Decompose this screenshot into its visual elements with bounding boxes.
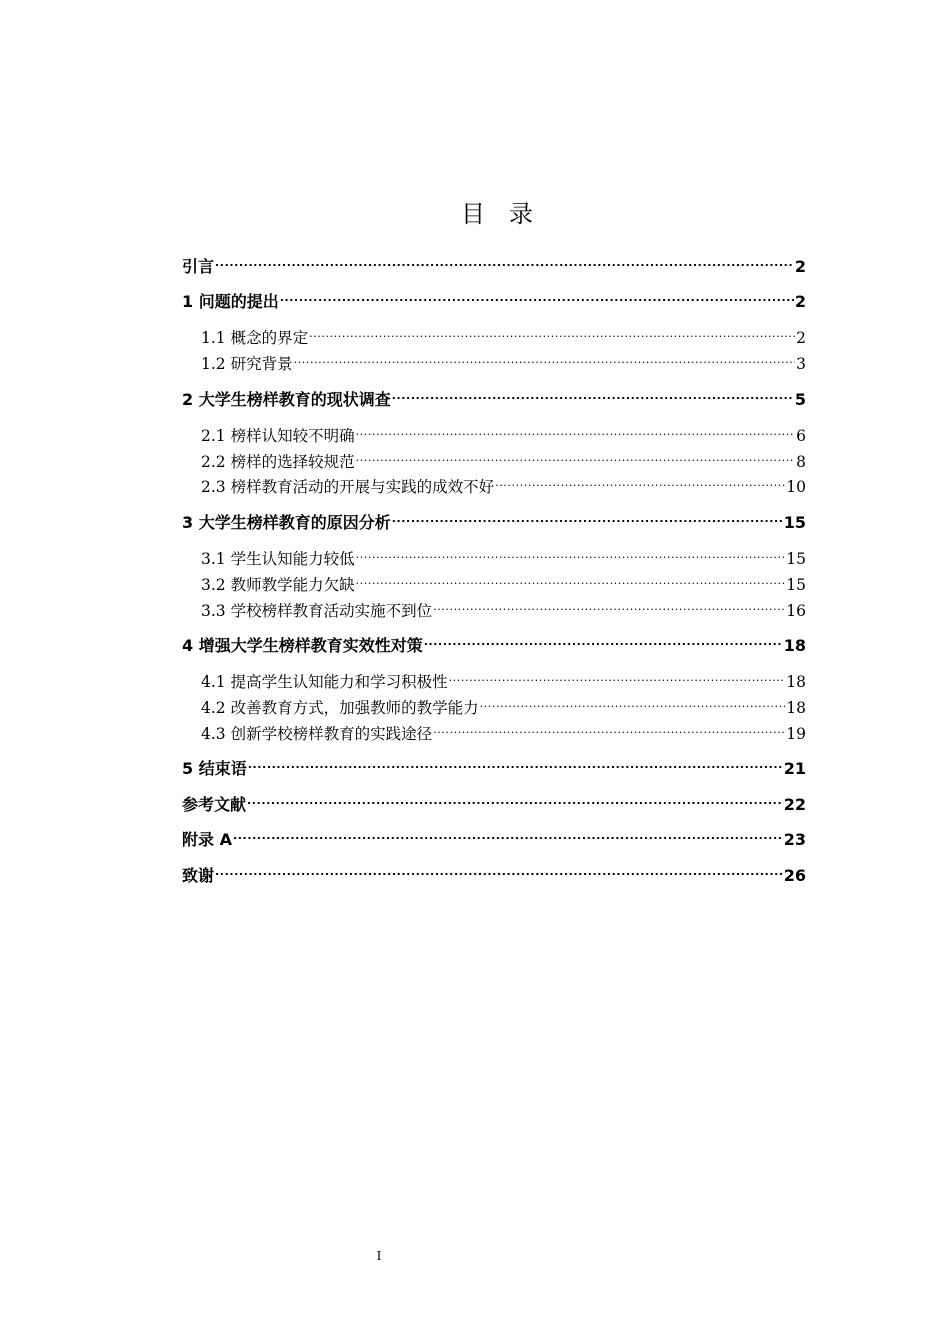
toc-entry-label: 2.3 榜样教育活动的开展与实践的成效不好 xyxy=(201,478,495,496)
dot-leader xyxy=(356,570,786,590)
dot-leader xyxy=(215,861,783,881)
toc-entry-page: 22 xyxy=(783,795,806,814)
dot-leader xyxy=(495,472,785,492)
toc-entry-label: 3.1 学生认知能力较低 xyxy=(201,550,355,568)
toc-entry-page: 23 xyxy=(783,830,806,849)
dot-leader xyxy=(480,693,786,713)
toc-entry-page: 2 xyxy=(794,257,806,276)
dot-leader xyxy=(392,508,783,528)
toc-entry-label: 1.2 研究背景 xyxy=(201,355,293,373)
toc-entry-section-1-1[interactable] xyxy=(201,323,806,348)
toc-entry-acknowledgements[interactable] xyxy=(182,861,806,886)
dot-leader xyxy=(449,667,786,687)
dot-leader xyxy=(309,323,795,343)
dot-leader xyxy=(294,349,796,369)
toc-entry-page: 10 xyxy=(786,478,806,496)
toc-title xyxy=(0,198,950,230)
toc-entry-page: 15 xyxy=(783,513,806,532)
toc-entry-page: 3 xyxy=(796,355,806,373)
toc-entry-chapter-4[interactable] xyxy=(182,631,806,656)
toc-entry-page: 6 xyxy=(796,427,806,445)
toc-entry-page: 15 xyxy=(786,550,806,568)
toc-entry-page: 5 xyxy=(794,390,806,409)
dot-leader xyxy=(433,719,785,739)
toc-entry-section-4-2[interactable] xyxy=(201,693,806,718)
toc-entry-label: 4.3 创新学校榜样教育的实践途径 xyxy=(201,725,433,743)
toc-entry-section-3-2[interactable] xyxy=(201,570,806,595)
toc-entry-label: 致谢 xyxy=(182,866,215,885)
toc-entry-introduction[interactable] xyxy=(182,252,806,277)
toc-entry-page: 2 xyxy=(794,292,806,311)
dot-leader xyxy=(424,631,783,651)
toc-entry-page: 16 xyxy=(786,602,806,620)
toc-entry-section-2-1[interactable] xyxy=(201,421,806,446)
toc-entry-section-3-3[interactable] xyxy=(201,596,806,621)
toc-entry-section-1-2[interactable] xyxy=(201,349,806,374)
toc-entry-section-2-2[interactable] xyxy=(201,447,806,472)
toc-entry-references[interactable] xyxy=(182,790,806,815)
dot-leader xyxy=(215,252,794,272)
dot-leader xyxy=(356,544,786,564)
toc-entry-label: 附录 A xyxy=(182,830,232,849)
dot-leader xyxy=(356,421,796,441)
toc-entry-chapter-3[interactable] xyxy=(182,508,806,533)
dot-leader xyxy=(433,596,785,616)
toc-entry-page: 19 xyxy=(786,725,806,743)
toc-entry-label: 5 结束语 xyxy=(182,759,247,778)
dot-leader xyxy=(248,754,783,774)
toc-entry-chapter-1[interactable] xyxy=(182,287,806,312)
toc-entry-label: 3.3 学校榜样教育活动实施不到位 xyxy=(201,602,433,620)
toc-entry-section-2-3[interactable] xyxy=(201,472,806,497)
dot-leader xyxy=(233,825,783,845)
toc-entry-page: 8 xyxy=(796,453,806,471)
toc-title-char-2: 录 xyxy=(509,200,539,228)
toc-entry-label: 4.1 提高学生认知能力和学习积极性 xyxy=(201,673,448,691)
toc-entry-section-4-1[interactable] xyxy=(201,667,806,692)
toc-entry-label: 引言 xyxy=(182,257,215,276)
toc-entry-section-4-3[interactable] xyxy=(201,719,806,744)
toc-entry-label: 2.2 榜样的选择较规范 xyxy=(201,453,355,471)
dot-leader xyxy=(280,287,794,307)
toc-entry-label: 参考文献 xyxy=(182,795,247,814)
toc-entry-label: 2 大学生榜样教育的现状调查 xyxy=(182,390,391,409)
toc-entry-label: 4.2 改善教育方式，加强教师的教学能力 xyxy=(201,699,479,717)
toc-entry-page: 18 xyxy=(786,699,806,717)
toc-entry-appendix-a[interactable] xyxy=(182,825,806,850)
toc-entry-label: 1.1 概念的界定 xyxy=(201,329,309,347)
toc-entry-page: 2 xyxy=(796,329,806,347)
toc-entry-label: 3 大学生榜样教育的原因分析 xyxy=(182,513,391,532)
toc-entry-label: 4 增强大学生榜样教育实效性对策 xyxy=(182,636,423,655)
toc-entry-page: 18 xyxy=(786,673,806,691)
toc-entry-chapter-2[interactable] xyxy=(182,385,806,410)
dot-leader xyxy=(356,447,796,467)
toc-entry-page: 18 xyxy=(783,636,806,655)
toc-title-char-1: 目 xyxy=(461,200,491,228)
page-number-footer: I xyxy=(376,1249,382,1263)
toc-entry-page: 15 xyxy=(786,576,806,594)
toc-entry-page: 26 xyxy=(783,866,806,885)
dot-leader xyxy=(247,790,783,810)
toc-entry-section-3-1[interactable] xyxy=(201,544,806,569)
toc-entry-label: 2.1 榜样认知较不明确 xyxy=(201,427,355,445)
toc-entry-label: 1 问题的提出 xyxy=(182,292,279,311)
toc-entry-page: 21 xyxy=(783,759,806,778)
dot-leader xyxy=(392,385,794,405)
toc-entry-label: 3.2 教师教学能力欠缺 xyxy=(201,576,355,594)
toc-entry-chapter-5[interactable] xyxy=(182,754,806,779)
